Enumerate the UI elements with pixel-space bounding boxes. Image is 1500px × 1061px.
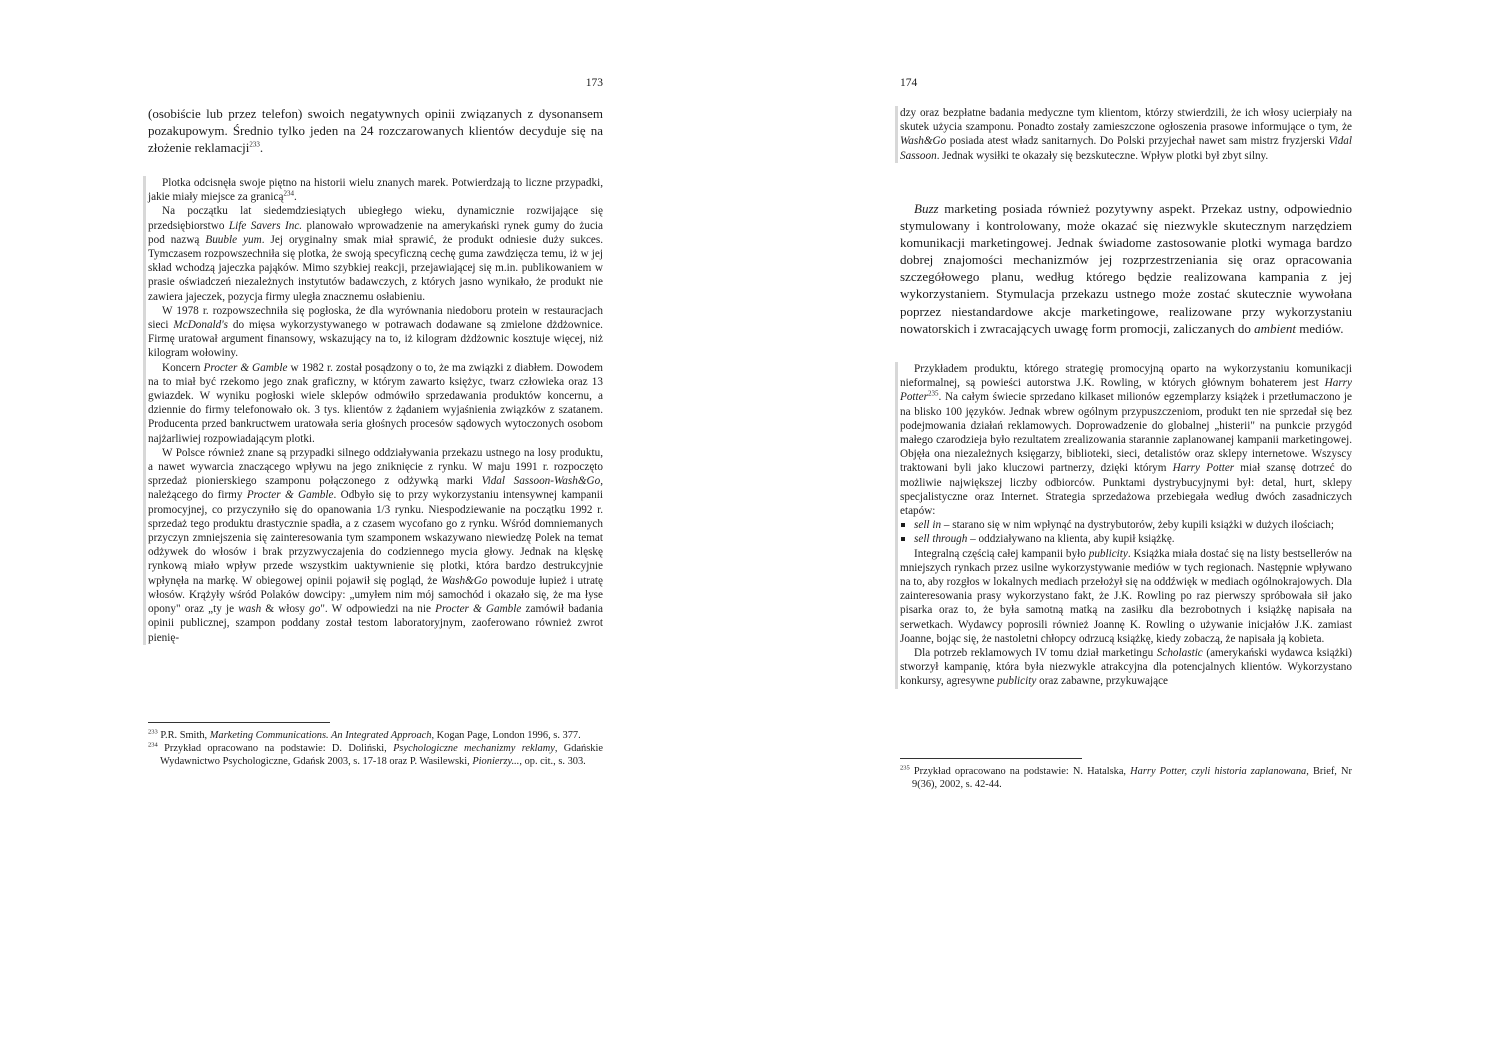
case-procter-gamble: Koncern Procter & Gamble w 1982 r. został posądzony o to, że ma związki z diabłem. Dowodem na to miał być rzekomo jego znak graficzny, w którym zawarto księżyc, twarz człowieka oraz 13 gwiazdek. W wyniku pogłoski wiele sklepów odmówiło sprzedawania produktów koncernu, a dziennie do firmy telefonowało ok. 3 tys. klientów z żądaniem wyjaśnienia związków z szatanem. Producenta przed bankructwem uratowała seria głośnych procesów sądowych wytoczonych osobom najżarliwiej rozpowiadającym plotki. xyxy=(148,361,603,445)
footnote-ref-233: 233 xyxy=(249,140,260,149)
footnote-separator xyxy=(148,722,330,723)
case-harry-potter: Przykładem produktu, którego strategię promocyjną oparto na wykorzystaniu komunikacji nieformalnej, są powieści autorstwa J.K. Rowling, w których głównym bohaterem jest Harry Potter$^{235}$. Na całym świecie sprzedano kilkaset milionów egzemplarzy książek i przetłumaczono je na blisko 100 języków. Jednak wbrew ogólnym przypuszczeniom, produkt ten nie sprzedał się bez podejmowania działań reklamowych. Doprowadzenie do globalnej „histerii" na punkcie przygód małego czarodzieja było rezultatem zrealizowania starannie zaplanowanej kampanii marketingowej. Objęła ona niezależnych księgarzy, biblioteki, sieci, detalistów oraz sklepy internetowe. Wszyscy traktowani byli jako kluczowi partnerzy, dzięki którym Harry Potter miał szansę dotrzeć do możliwie największej liczby odbiorców. Punktami dystrybucyjnymi był: detal, hurt, sklepy specjalistyczne oraz Internet. Strategia sprzedażowa przebiegała według dwóch zasadniczych etapów: xyxy=(900,363,1352,518)
list-item: sell in – starano się w nim wpłynąć na dystrybutorów, żeby kupili książki w dużych ilościach; xyxy=(900,518,1352,532)
left-main-paragraph: (osobiście lub przez telefon) swoich negatywnych opinii związanych z dysonansem pozakupowym. Średnio tylko jeden na 24 rozczarowanych klientów decyduje się na złożenie reklamacji$^{233}$. xyxy=(148,106,603,156)
list-item: sell through – oddziaływano na klienta, aby kupił książkę. xyxy=(900,532,1352,546)
case-intro: Plotka odcisnęła swoje piętno na historii wielu znanych marek. Potwierdzają to liczne przypadki, jakie miały miejsce za granicą$^{234}$. xyxy=(148,177,603,204)
left-footnotes xyxy=(148,722,603,769)
strategy-stages-list xyxy=(900,518,1352,546)
case-mcdonalds: W 1978 r. rozpowszechniła się pogłoska, że dla wyrównania niedoboru protein w restauracjach sieci McDonald's do mięsa wykorzystywanego w potrawach dodawane są zmielone dżdżownice. Firmę uratował argument finansowy, wskazujący na to, iż kilogram dżdżownic kosztuje więcej, niż kilogram wołowiny. xyxy=(148,304,603,360)
right-page xyxy=(900,0,1352,1061)
case-scholastic: Dla potrzeb reklamowych IV tomu dział marketingu Scholastic (amerykański wydawca książki) stworzył kampanię, która była niezwykle atrakcyjna dla potencjalnych klientów. Wykorzystano konkursy, agresywne publicity oraz zabawne, przykuwające xyxy=(900,647,1352,688)
footnote-234: $^{234}$ Przykład opracowano na podstawie: D. Doliński, Psychologiczne mechanizmy reklamy, Gdańskie Wydawnictwo Psychologiczne, Gdańsk 2003, s. 17-18 oraz P. Wasilewski, Pionierzy..., op. cit., s. 303. xyxy=(148,741,603,768)
footnote-ref-235: 235 xyxy=(927,389,939,398)
left-case-studies xyxy=(148,176,603,645)
page-number-right: 174 xyxy=(900,77,918,89)
right-harry-potter-case xyxy=(900,362,1352,689)
case-life-savers: Na początku lat siedemdziesiątych ubiegłego wieku, dynamicznie rozwijające się przedsiębiorstwo Life Savers Inc. planowało wprowadzenie na amerykański rynek gumy do żucia pod nazwą Buuble yum. Jej oryginalny smak miał sprawić, że produkt odniesie duży sukces. Tymczasem rozpowszechniła się plotka, że swoją specyficzną cechę guma zawdzięcza temu, iż w jej skład wchodzą jajeczka pająków. Mimo szybkiej reakcji, przejawiającej się m.in. publikowaniem w prasie oświadczeń niezależnych instytutów badawczych, z których jasno wynikało, że produkt nie zawiera jajeczek, pozycja firmy uległa znacznemu osłabieniu. xyxy=(148,205,604,303)
page-number-left: 173 xyxy=(585,77,603,89)
footnote-233: $^{233}$ P.R. Smith, Marketing Communications. An Integrated Approach, Kogan Page, London 1996, s. 377. xyxy=(148,728,581,741)
footnote-235: $^{235}$ Przykład opracowano na podstawie: N. Hatalska, Harry Potter, czyli historia zaplanowana, Brief, Nr 9(36), 2002, s. 42-44. xyxy=(900,764,1352,791)
case-wash-and-go: W Polsce również znane są przypadki silnego oddziaływania przekazu ustnego na losy produktu, a nawet wywarcia znaczącego wpływu na jego zniknięcie z rynku. W maju 1991 r. rozpoczęto sprzedaż pionierskiego szamponu połączonego z odżywką marki Vidal Sassoon-Wash&Go, należącego do firmy Procter & Gamble. Odbyło się to przy wykorzystaniu intensywnej kampanii promocyjnej, co przyczyniło się do opanowania 1/3 rynku. Niespodziewanie na początku 1992 r. sprzedaż tego produktu drastycznie spadła, a z czasem wycofano go z rynku. Wśród domniemanych przyczyn zmniejszenia się zainteresowania tym szamponem wskazywano niewiedzę Polek na temat odżywek do włosów i brak przyzwyczajenia do codziennego mycia głowy. Jednak na klęskę rynkową miało wpływ przede wszystkim uaktywnienie się plotki, która bardzo destrukcyjnie wpłynęła na markę. W obiegowej opinii pojawił się pogląd, że Wash&Go powoduje łupież i utratę włosów. Krążyły wśród Polaków dowcipy: „umyłem nim mój samochód i okazało się, że ma łyse opony" oraz „ty je wash & włosy go". W odpowiedzi na nie Procter & Gamble zamówił badania opinii publicznej, szampon poddany został testom laboratoryjnym, zaoferowano również zwrot pienię- xyxy=(148,446,604,644)
footnote-ref-234: 234 xyxy=(283,189,294,198)
left-page xyxy=(148,0,603,1061)
footnote-separator xyxy=(900,758,1082,759)
case-publicity: Integralną częścią całej kampanii było publicity. Książka miała dostać się na listy bestsellerów na mniejszych rynkach przez usilne wykorzystywanie mediów w tych regionach. Następnie wpływano na to, aby rozgłos w lokalnych mediach przełożył się na oddźwięk w mediach ogólnokrajowych. Dla zainteresowania prasy wykorzystano fakt, że J.K. Rowling po raz pierwszy spróbowała sił jako pisarka oraz to, że była samotną matką na zasiłku dla bezrobotnych i książkę napisała na serwetkach. Wydawcy poprosili również Joannę K. Rowling o używanie inicjałów J.K. zamiast Joanne, bojąc się, że nastoletni chłopcy odrzucą książkę, kiedy zobaczą, że napisała ją kobieta. xyxy=(900,547,1352,645)
right-main-paragraph: Buzz marketing posiada również pozytywny aspekt. Przekaz ustny, odpowiednio stymulowany i kontrolowany, może okazać się niezwykle skutecznym narzędziem komunikacji marketingowej. Jednak świadome zastosowanie plotki wymaga bardzo dobrej znajomości mechanizmów jej rozprzestrzeniania się oraz opracowania szczegółowego planu, według którego będzie realizowana kampania z jej wykorzystaniem. Stymulacja przekazu ustnego może zostać skutecznie wywołana poprzez niestandardowe akcje marketingowe, realizowane przy wykorzystaniu nowatorskich i zwracających uwagę form promocji, zaliczanych do ambient mediów. xyxy=(900,201,1352,336)
right-case-continued: dzy oraz bezpłatne badania medyczne tym klientom, którzy stwierdzili, że ich włosy ucierpiały na skutek użycia szamponu. Ponadto zostały zamieszczone ogłoszenia prasowe informujące o tym, że Wash&Go posiada atest władz sanitarnych. Do Polski przyjechał nawet sam mistrz fryzjerski Vidal Sassoon. Jednak wysiłki te okazały się bezskuteczne. Wpływ plotki był zbyt silny. xyxy=(900,107,1352,162)
right-footnotes xyxy=(900,758,1352,791)
